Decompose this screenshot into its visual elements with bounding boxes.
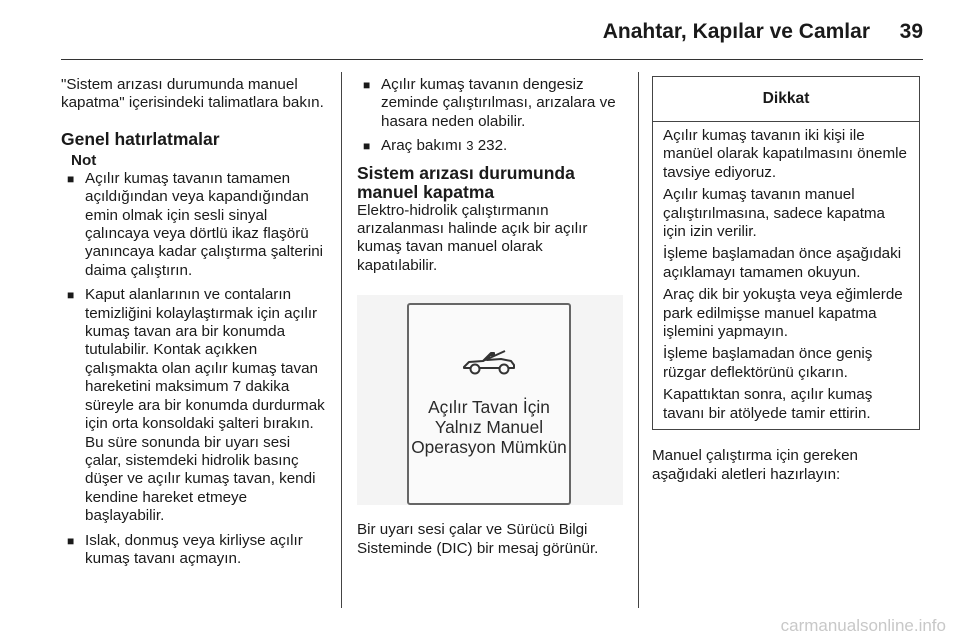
list-item [61,170,329,280]
list-item [61,532,329,569]
warning-paragraph: Açılır kumaş tavanın iki kişi ile manüel olarak kapatılmasını önemle tavsiye ediyoruz. [663,127,907,181]
list-item [357,137,622,155]
header-title: Anahtar, Kapılar ve Camlar [602,20,870,43]
note-block [61,152,329,569]
convertible-car-icon [461,347,517,377]
warning-paragraph: Araç dik bir yokuşta veya eğimlerde park edilmişse manuel kapatma işlemini yapmayın. [663,286,903,341]
header-divider [61,59,923,60]
column-1 [61,76,329,568]
note-list [61,170,329,569]
column-divider-2 [638,72,639,608]
dic-display-figure [357,295,623,505]
warning-body [653,122,919,429]
warning-paragraph: Açılır kumaş tavanın manuel çalıştırılmasına, sadece kapatma için izin verilir. [663,186,886,241]
intro-paragraph: "Sistem arızası durumunda manuel kapatma" içerisindeki talimatlara bakın. [61,76,324,112]
tools-paragraph: Manuel çalıştırma için gereken aşağıdaki aletleri hazırlayın: [652,447,858,483]
list-item-text: Araç bakımı [381,137,467,155]
watermark: carmanualsonline.info [780,616,946,635]
page-number: 39 [899,20,923,43]
warning-box [652,76,920,430]
warning-paragraph: İşleme başlamadan önce geniş rüzgar deflektörünü çıkarın. [663,345,873,381]
list-item-text: Açılır kumaş tavanın tamamen açıldığından veya kapandığından emin olmak için sesli sinyal çalıncaya veya dörtlü ikaz flaşörü yanıncaya kadar çalıştırma şalterini daima çalıştırın. [85,169,324,279]
warning-paragraph: İşleme başlamadan önce aşağıdaki açıklamayı tamamen okuyun. [663,245,902,281]
page-ref-arrow-icon: 3 [466,138,474,154]
section-heading-general: Genel hatırlatmalar [61,128,220,149]
column-divider-1 [341,72,342,608]
list-item [61,286,329,525]
warning-title: Dikkat [653,77,919,122]
list-item-text: Açılır kumaş tavanın dengesiz zeminde çalıştırılması, arızalara ve hasara neden olabilir. [381,76,616,130]
note-label: Not [71,151,97,169]
list-item [357,76,622,131]
warning-paragraph: Kapattıktan sonra, açılır kumaş tavanı bir atölyede tamir ettirin. [663,386,873,422]
section-heading-manual-close: Sistem arızası durumunda manuel kapatma [357,162,575,202]
bullet-list [357,76,622,156]
list-item-text: Islak, donmuş veya kirliyse açılır kumaş tavanı açmayın. [85,531,303,567]
section-body: Elektro-hidrolik çalıştırmanın arızalanması halinde açık bir açılır kumaş tavan manuel olarak kapatılabilir. [357,201,588,274]
dic-message: Açılır Tavan İçin Yalnız Manuel Operasyon Mümkün [411,397,567,458]
list-item-text: Kaput alanlarının ve contaların temizliğini kolaylaştırmak için açılır kumaş tavan ara bir konumda tutulabilir. Kontak açıkken çalışmakta olan açılır kumaş tavan hareketini maksimum 7 dakika süreyle ara bir konumda durdurmak için orta konsoldaki şalteri bırakın. Bu süre sonunda bir uyarı sesi çalar, sistemdeki hidrolik basınç düşer ve açılır kumaş tavan, kendi kendine hareket etmeye başlayabilir. [85,286,325,525]
page-ref-number: 232. [473,137,508,155]
column-2 [357,76,622,558]
dic-display [407,303,571,505]
figure-caption: Bir uyarı sesi çalar ve Sürücü Bilgi Sisteminde (DIC) bir mesaj görünür. [357,521,599,557]
column-3 [652,76,920,484]
